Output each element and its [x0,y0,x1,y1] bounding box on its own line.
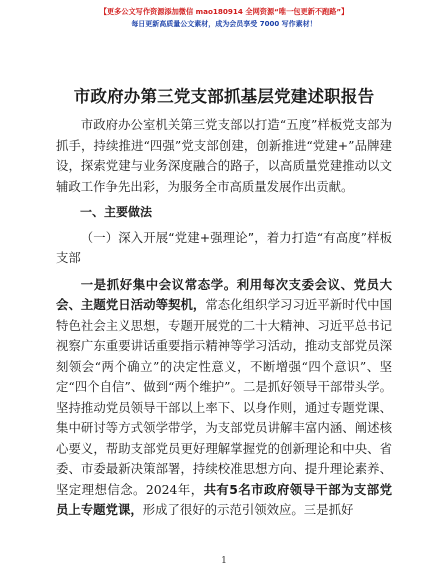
page-number: 1 [221,556,227,566]
subsection-heading [56,228,392,269]
intro-paragraph: 市政府办公室机关第三党支部以打造“五度”样板党支部为抓手，持续推进“四强”党支部创建，创新推进“党建+”品牌建设，探索党建与业务深度融合的路子，以高质量党建推动以文辅政工作争先出彩，为服务全市高质量发展作出贡献。 [56,117,392,194]
paragraph-year-highlight: 共有5名市政府领导干部为支部党员上专题党课， [56,481,392,517]
header-banner [0,6,448,30]
document-title: 市政府办第三党支部抓基层党建述职报告 [73,87,375,106]
paragraph-body: 常态化组织学习习近平新时代中国特色社会主义思想，专题开展党的二十大精神、习近平总书记视察广东重要讲话重要指示精神等学习活动，推动支部党员深刻领会“两个确立”的决定性意义，不断增强“四个意识”、坚定“四个自信”、做到“两个维护”。二是抓好领导干部带头学。坚持推动党员领导干部以上率下、以身作则，通过专题党课、集中研讨等方式领学带学，为支部党员讲解丰富内涵、阐述核心要义，帮助支部党员更好理解掌握党的创新理论和中央、省委、市委最新决策部署，持续校准思想方向、提升理论素养、坚定理想信念。 [56,297,393,497]
paragraph-lead: 一是抓好集中会议常态学。利用每次支委会议、党员大会、主题党日活动等契机， [56,276,392,312]
paragraph-year: 2024年， [145,481,204,497]
section-heading: 一、主要做法 [80,205,153,219]
document-body [56,115,392,521]
paragraph-tail: 形成了很好的示范引领效应。三是抓好 [142,502,354,517]
subsection-label: （一）深入开展“党建+强理论”， [80,229,267,245]
subsection-rest: 着力打造“有高度”样板支部 [56,229,392,265]
banner-line-promo: 【更多公文写作资源添加微信 mao180914 全网资源“唯一包更新不跑路”】 [99,7,349,16]
banner-line-membership: 每日更新高质量公文素材，成为会员享受 7000 写作素材！ [131,20,317,28]
body-paragraph [56,275,392,521]
